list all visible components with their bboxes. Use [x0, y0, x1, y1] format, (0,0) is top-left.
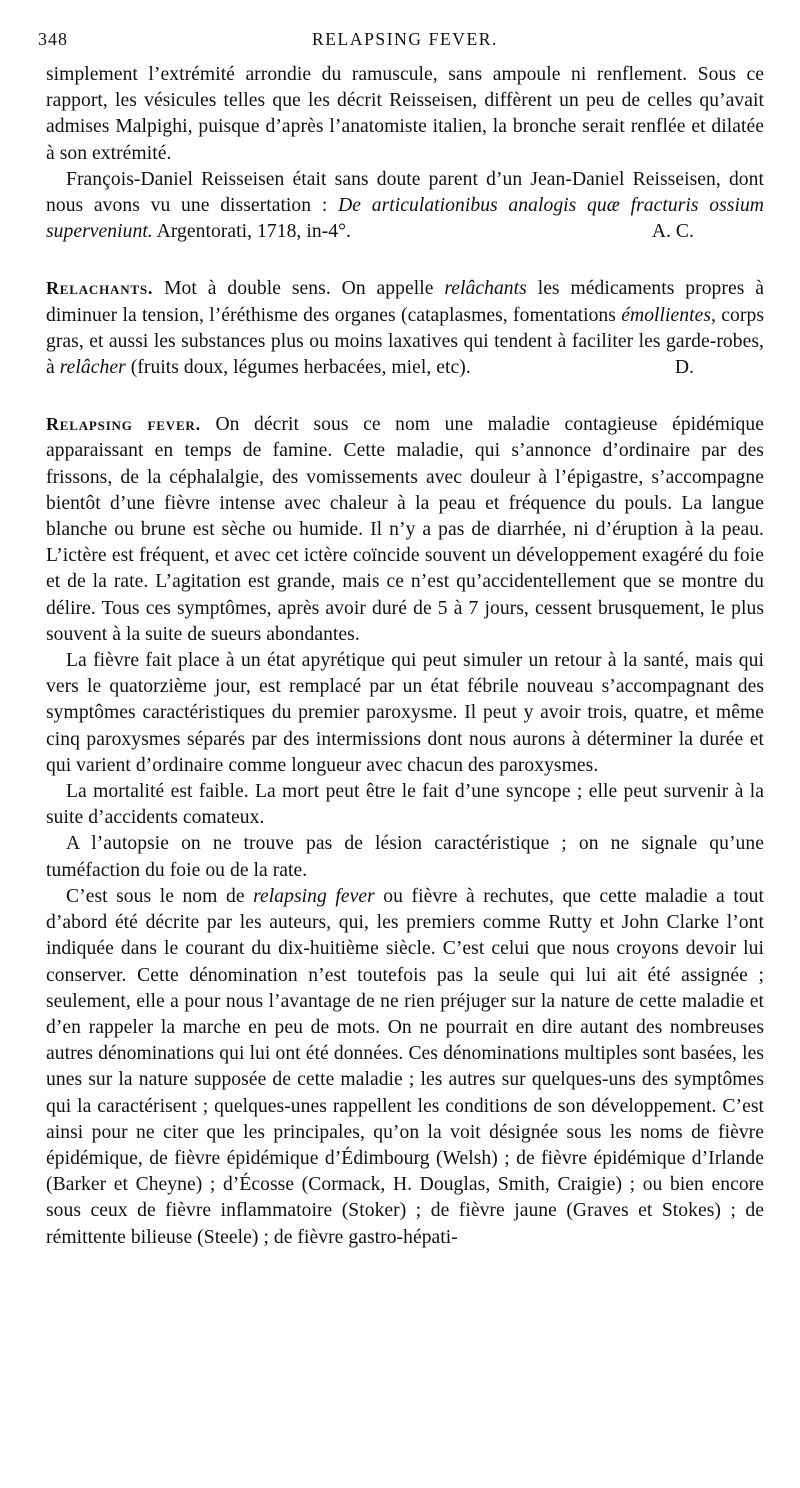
- reisseisen-text-after-title: Argentorati, 1718, in-4°.: [152, 221, 351, 243]
- relachants-italic-1: relâchants: [444, 278, 527, 300]
- relapsing-fever-italic: relapsing fever: [253, 885, 375, 907]
- relachants-text-1: Mot à double sens. On appelle: [153, 278, 445, 300]
- headword-relachants: Relachants.: [46, 278, 154, 299]
- relapsing-paragraph-4: A l’autopsie on ne trouve pas de lésion caractéristique ; on ne signale qu’une tuméfaction du foie ou de la rate.: [46, 833, 764, 881]
- relapsing-entry-paragraph-1: [46, 411, 764, 648]
- relapsing-text-5b: ou fièvre à rechutes, que cette maladie a tout d’abord été décrite par les auteurs, qui, les premiers comme Rutty et John Clarke l’ont indiquée dans le courant du dix-huitième siècle. C’est celui que nous croyons devoir lui conserver. Cette dénomination n’est toutefois pas la seule qui lui ait été assignée ; seulement, elle a pour nous l’avantage de ne rien préjuger sur la nature de cette maladie et d’en rappeler la marche en peu de mots. On ne pourrait en dire autant des nombreuses autres dénominations qui lui ont été données. Ces dénominations multiples sont basées, les unes sur la nature supposée de cette maladie ; les autres sur quelques-uns des symptômes qui la caractérisent ; quelques-unes rappellent les conditions de son développement. C’est ainsi pour ne citer que les principales, qu’on la voit désignée sous les noms de fièvre épidémique, de fièvre épidémique d’Édimbourg (Welsh) ; de fièvre épidémique d’Irlande (Barker et Cheyne) ; d’Écosse (Cormack, H. Douglas, Smith, Craigie) ; ou bien encore sous ceux de fièvre inflammatoire (Stoker) ; de fièvre jaune (Graves et Stokes) ; de rémittente bilieuse (Steele) ; de fièvre gastro-hépati-: [46, 885, 765, 1248]
- document-page: [38, 26, 765, 1251]
- relapsing-text-1: On décrit sous ce nom une maladie contagieuse épidémique apparaissant en temps de famine. Cette maladie, qui s’annonce d’ordinaire par des frissons, de la céphalalgie, des vomissements avec douleur à l’épigastre, s’accompagne bientôt d’une fièvre intense avec chaleur à la peau et fréquence du pouls. La langue blanche ou brune est sèche ou humide. Il n’y a pas de diarrhée, ni d’éruption à la peau. L’ictère est fréquent, et avec cet ictère coïncide souvent un développement exagéré du foie et de la rate. L’agitation est grande, mais ce n’est qu’accidentellement que se montre du délire. Tous ces symptômes, après avoir duré de 5 à 7 jours, cessent brusquement, le plus souvent à la suite de sueurs abondantes.: [46, 414, 764, 645]
- relachants-italic-3: relâcher: [59, 357, 126, 379]
- relachants-text-2: les médicaments propres à diminuer la tension, l’éréthisme des organes (cataplasmes, fomentations: [46, 278, 764, 326]
- relapsing-paragraph-3: La mortalité est faible. La mort peut être le fait d’une syncope ; elle peut survenir à la suite d’accidents comateux.: [46, 781, 764, 829]
- reisseisen-paragraph-2: [46, 167, 764, 246]
- reisseisen-text-before-title: François-Daniel Reisseisen était sans doute parent d’un Jean-Daniel Reisseisen, dont nous avons vu une dissertation :: [46, 168, 764, 217]
- page-number: 348: [38, 29, 68, 49]
- relapsing-text-5a: C’est sous le nom de: [66, 885, 254, 907]
- reisseisen-paragraph-1: simplement l’extrémité arrondie du ramuscule, sans ampoule ni renflement. Sous ce rapport, les vésicules telles que les décrit Reisseisen, diffèrent un peu de celles qu’avait admises Malpighi, puisque d’après l’anatomiste italien, la bronche serait renflée et dilatée à son extrémité.: [46, 64, 764, 164]
- relapsing-paragraph-5: [46, 884, 764, 1251]
- author-signature-d: D.: [674, 357, 694, 379]
- author-signature-ac: A. C.: [651, 221, 694, 243]
- headword-relapsing-fever: Relapsing fever.: [46, 414, 201, 435]
- relachants-text-4: (fruits doux, légumes herbacées, miel, etc).: [125, 357, 471, 379]
- relachants-italic-2: émollientes: [621, 304, 712, 326]
- running-title: RELAPSING FEVER.: [311, 29, 499, 49]
- page-header: [38, 26, 764, 54]
- dissertation-title: De articulationibus analogis quæ fracturis ossium superveniunt.: [46, 195, 764, 243]
- relachants-text-3: , corps gras, et aussi les substances plus ou moins laxatives qui tendent à faciliter les garde-robes, à: [46, 304, 764, 379]
- relapsing-paragraph-2: La fièvre fait place à un état apyrétique qui peut simuler un retour à la santé, mais qui vers le quatorzième jour, est remplacé par un état fébrile nouveau s’accompagnant des symptômes caractéristiques du premier paroxysme. Il peut y avoir trois, quatre, et même cinq paroxysmes séparés par des intermissions dont nous aurons à déterminer la durée et qui varient d’ordinaire comme longueur avec chacun des paroxysmes.: [46, 650, 764, 776]
- relachants-entry: [46, 275, 764, 381]
